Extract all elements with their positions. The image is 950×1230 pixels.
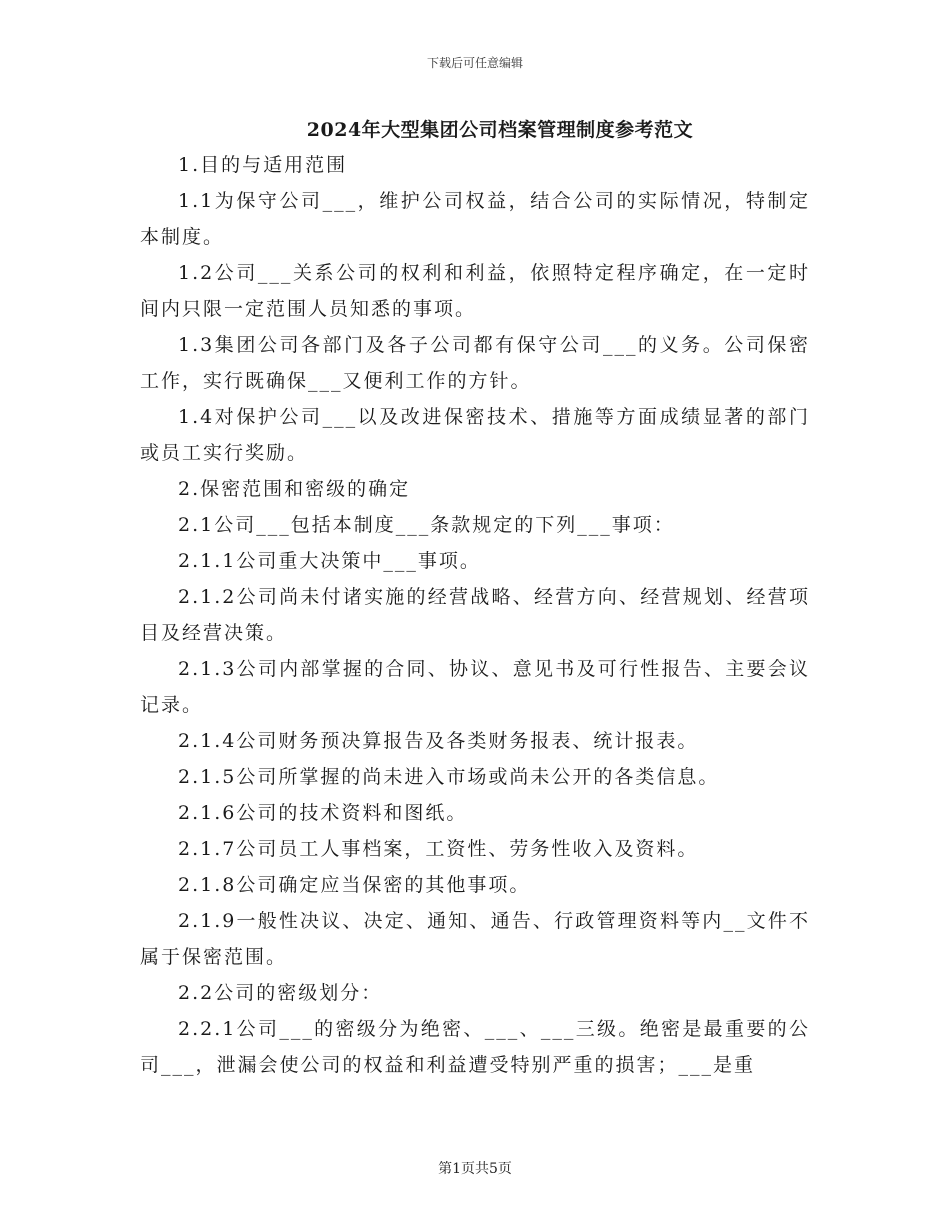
paragraph: 1.2公司___关系公司的权利和利益，依照特定程序确定，在一定时间内只限一定范围人员知悉的事项。: [140, 262, 810, 320]
paragraph: 2.1.9一般性决议、决定、通知、通告、行政管理资料等内__文件不属于保密范围。: [140, 910, 810, 968]
document-title: 2024年大型集团公司档案管理制度参考范文: [306, 119, 694, 141]
paragraph: 2.1公司___包括本制度___条款规定的下列___事项：: [178, 514, 675, 536]
paragraph: 2.1.1公司重大决策中___事项。: [178, 550, 481, 572]
paragraph: 1.3集团公司各部门及各子公司都有保守公司___的义务。公司保密工作，实行既确保___又便利工作的方针。: [140, 334, 810, 392]
page-number: 第1页共5页: [438, 1161, 512, 1177]
paragraph: 2.保密范围和密级的确定: [178, 478, 411, 500]
paragraph: 2.2.1公司___的密级分为绝密、___、___三级。绝密是最重要的公司___，泄漏会使公司的权益和利益遭受特别严重的损害；___是重: [140, 1018, 810, 1076]
paragraph: 2.1.2公司尚未付诸实施的经营战略、经营方向、经营规划、经营项目及经营决策。: [140, 586, 810, 644]
paragraph: 2.1.5公司所掌握的尚未进入市场或尚未公开的各类信息。: [178, 766, 720, 788]
paragraph: 2.1.8公司确定应当保密的其他事项。: [178, 874, 531, 896]
paragraph: 2.1.7公司员工人事档案，工资性、劳务性收入及资料。: [178, 838, 699, 860]
paragraph: 2.1.4公司财务预决算报告及各类财务报表、统计报表。: [178, 730, 699, 752]
header-note: 下载后可任意编辑: [426, 56, 523, 70]
document-body: [140, 147, 810, 1083]
paragraph: 2.1.6公司的技术资料和图纸。: [178, 802, 468, 824]
paragraph: 1.1为保守公司___，维护公司权益，结合公司的实际情况，特制定本制度。: [140, 190, 810, 248]
paragraph: 1.目的与适用范围: [178, 154, 348, 176]
paragraph: 2.2公司的密级划分：: [178, 982, 383, 1004]
paragraph: 2.1.3公司内部掌握的合同、协议、意见书及可行性报告、主要会议记录。: [140, 658, 810, 716]
paragraph: 1.4对保护公司___以及改进保密技术、措施等方面成绩显著的部门或员工实行奖励。: [140, 406, 810, 464]
